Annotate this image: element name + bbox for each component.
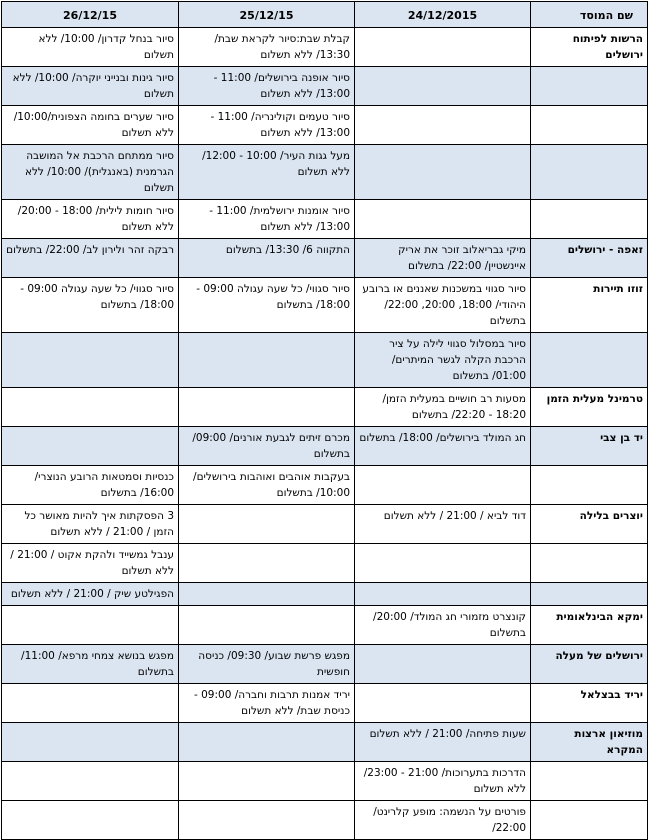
cell-26-12: 3 הפסקתות איך להיות מאושר כל הזמן / 21:00 / ללא תשלום xyxy=(2,505,179,544)
cell-26-12 xyxy=(2,333,179,388)
cell-24-12: סיור במסלול סגווי לילה על ציר הרכבת הקלה לגשר המיתרים/ 01:00/ בתשלום xyxy=(355,333,531,388)
table-row xyxy=(2,200,648,239)
institution-cell xyxy=(531,67,648,106)
cell-25-12 xyxy=(179,333,355,388)
table-row xyxy=(2,723,648,762)
cell-26-12 xyxy=(2,762,179,801)
institution-cell: יוצרים בלילה xyxy=(531,505,648,544)
table-row xyxy=(2,583,648,606)
cell-26-12 xyxy=(2,388,179,427)
cell-25-12: יריד אמנות תרבות וחברה/ 09:00 - כניסת שבת/ ללא תשלום xyxy=(179,684,355,723)
header-date-25: 25/12/15 xyxy=(179,2,355,28)
cell-24-12 xyxy=(355,544,531,583)
cell-25-12 xyxy=(179,762,355,801)
cell-26-12 xyxy=(2,606,179,645)
table-row xyxy=(2,684,648,723)
table-row xyxy=(2,466,648,505)
cell-26-12 xyxy=(2,801,179,840)
cell-25-12: מעל גגות העיר/ 10:00 - 12:00/ ללא תשלום xyxy=(179,145,355,200)
cell-25-12: סיור סגווי/ כל שעה עגולה 09:00 - 18:00/ בתשלום xyxy=(179,278,355,333)
cell-25-12: התקווה 6/ 13:30/ בתשלום xyxy=(179,239,355,278)
cell-24-12: מסעות רב חושיים במעלית הזמן/ 18:20 - 22:20/ בתשלום xyxy=(355,388,531,427)
cell-24-12: פורטים על הנשמה: מופע קלרינט/ 22:00/ xyxy=(355,801,531,840)
cell-26-12: סיור בנחל קדרון/ 10:00/ ללא תשלום xyxy=(2,28,179,67)
cell-25-12 xyxy=(179,544,355,583)
cell-26-12: מפגש בנושא צמחי מרפא/ 11:00/ בתשלום xyxy=(2,645,179,684)
institution-cell xyxy=(531,145,648,200)
cell-24-12: שעות פתיחה/ 21:00 / ללא תשלום xyxy=(355,723,531,762)
cell-25-12: קבלת שבת:סיור לקראת שבת/ 13:30/ ללא תשלום xyxy=(179,28,355,67)
cell-26-12: רבקה זהר ולירון לב/ 22:00/ בתשלום xyxy=(2,239,179,278)
cell-24-12 xyxy=(355,67,531,106)
table-row xyxy=(2,333,648,388)
cell-24-12 xyxy=(355,28,531,67)
table-row xyxy=(2,762,648,801)
cell-26-12: סיור שערים בחומה הצפונית/10:00/ ללא תשלום xyxy=(2,106,179,145)
header-date-26: 26/12/15 xyxy=(2,2,179,28)
table-row xyxy=(2,278,648,333)
institution-cell: ירושלים של מעלה xyxy=(531,645,648,684)
cell-26-12 xyxy=(2,723,179,762)
header-date-24: 24/12/2015 xyxy=(355,2,531,28)
cell-24-12 xyxy=(355,200,531,239)
header-institution: שם המוסד xyxy=(531,2,648,28)
institution-cell xyxy=(531,544,648,583)
cell-26-12: סיור סגווי/ כל שעה עגולה 09:00 - 18:00/ בתשלום xyxy=(2,278,179,333)
cell-26-12: סיור גינות ובנייני יוקרה/ 10:00/ ללא תשלום xyxy=(2,67,179,106)
institution-cell xyxy=(531,801,648,840)
header-row xyxy=(2,2,648,28)
cell-24-12 xyxy=(355,145,531,200)
cell-26-12 xyxy=(2,427,179,466)
table-row xyxy=(2,145,648,200)
cell-25-12: סיור אופנה בירושלים/ 11:00 - 13:00/ ללא תשלום xyxy=(179,67,355,106)
table-row xyxy=(2,67,648,106)
cell-25-12 xyxy=(179,583,355,606)
institution-cell: יד בן צבי xyxy=(531,427,648,466)
cell-24-12 xyxy=(355,645,531,684)
cell-24-12 xyxy=(355,583,531,606)
cell-24-12 xyxy=(355,466,531,505)
cell-25-12 xyxy=(179,723,355,762)
institution-cell: זאפה - ירושלים xyxy=(531,239,648,278)
cell-24-12: קונצרט מזמורי חג המולד/ 20:00/ בתשלום xyxy=(355,606,531,645)
cell-26-12: סיור ממתחם הרכבת אל המושבה הגרמנית (באנגלית)/ 10:00/ ללא תשלום xyxy=(2,145,179,200)
cell-25-12 xyxy=(179,505,355,544)
cell-25-12: מפגש פרשת שבוע/ 09:30/ כניסה חופשית xyxy=(179,645,355,684)
cell-24-12: דוד לביא / 21:00 / ללא תשלום xyxy=(355,505,531,544)
table-row xyxy=(2,239,648,278)
cell-25-12 xyxy=(179,801,355,840)
institution-cell: ימקא הבינלאומית xyxy=(531,606,648,645)
institution-cell: זוזו תיירות xyxy=(531,278,648,333)
table-row xyxy=(2,645,648,684)
cell-24-12 xyxy=(355,684,531,723)
schedule-table xyxy=(1,1,648,840)
cell-26-12: סיור חומות לילית/ 18:00 - 20:00/ ללא תשלום xyxy=(2,200,179,239)
institution-cell: הרשות לפיתוח ירושלים xyxy=(531,28,648,67)
institution-cell xyxy=(531,583,648,606)
institution-cell xyxy=(531,333,648,388)
table-row xyxy=(2,801,648,840)
cell-26-12: הפגילטע שיק / 21:00 / ללא תשלום xyxy=(2,583,179,606)
institution-cell: מוזיאון ארצות המקרא xyxy=(531,723,648,762)
cell-26-12: ענבל גמשייד ולהקת אקוט / 21:00 / ללא תשלום xyxy=(2,544,179,583)
cell-25-12: סיור טעמים וקולינריה/ 11:00 - 13:00/ ללא תשלום xyxy=(179,106,355,145)
cell-25-12: מכרם זיתים לגבעת אורנים/ 09:00/ בתשלום xyxy=(179,427,355,466)
institution-cell xyxy=(531,106,648,145)
institution-cell: טרמינל מעלית הזמן xyxy=(531,388,648,427)
table-row xyxy=(2,106,648,145)
cell-24-12: הדרכות בתערוכות/ 21:00 - 23:00/ ללא תשלום xyxy=(355,762,531,801)
table-row xyxy=(2,606,648,645)
table-row xyxy=(2,28,648,67)
cell-25-12 xyxy=(179,388,355,427)
cell-24-12 xyxy=(355,106,531,145)
table-row xyxy=(2,505,648,544)
table-row xyxy=(2,544,648,583)
institution-cell: יריד בבצלאל xyxy=(531,684,648,723)
institution-cell xyxy=(531,466,648,505)
institution-cell xyxy=(531,200,648,239)
cell-24-12: מיקי גבריאלוב זוכר את אריק איינשטיין/ 22:00/ בתשלום xyxy=(355,239,531,278)
cell-25-12: בעקבות אוהבים ואוהבות בירושלים/ 10:00/ בתשלום xyxy=(179,466,355,505)
institution-cell xyxy=(531,762,648,801)
cell-26-12: כנסיות וסמטאות הרובע הנוצרי/ 16:00/ בתשלום xyxy=(2,466,179,505)
cell-25-12: סיור אומנות ירושלמית/ 11:00 - 13:00/ ללא תשלום xyxy=(179,200,355,239)
cell-26-12 xyxy=(2,684,179,723)
cell-24-12: סיור סגווי במשכנות שאננים או ברובע היהודי/ 18:00, 20:00, 22:00/ בתשלום xyxy=(355,278,531,333)
cell-25-12 xyxy=(179,606,355,645)
cell-24-12: חג המולד בירושלים/ 18:00/ בתשלום xyxy=(355,427,531,466)
table-row xyxy=(2,388,648,427)
table-row xyxy=(2,427,648,466)
